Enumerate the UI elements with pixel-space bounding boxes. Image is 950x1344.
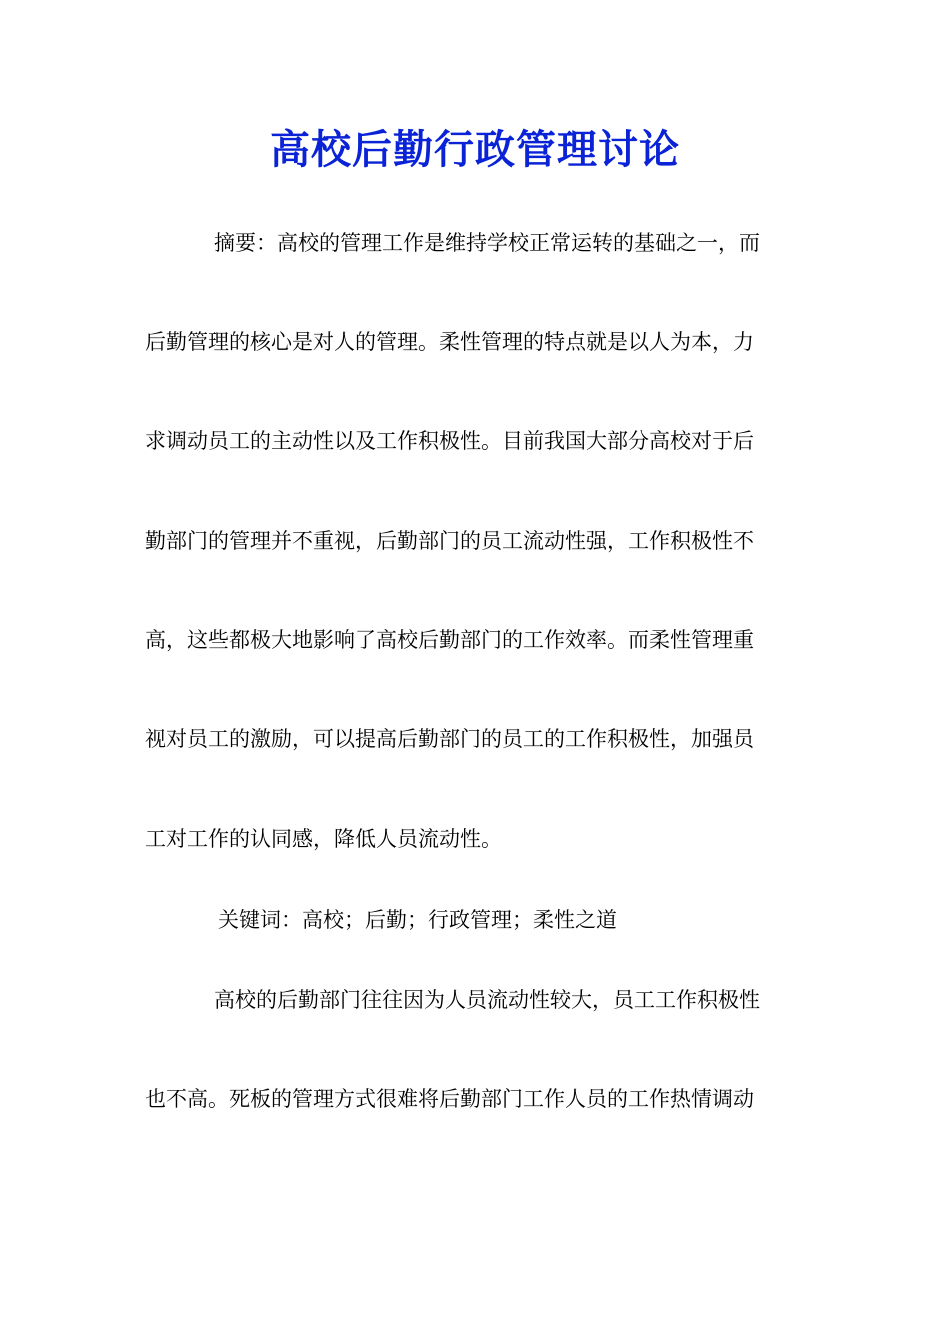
abstract-line: 视对员工的激励，可以提高后勤部门的员工的工作积极性，加强员 bbox=[145, 727, 754, 751]
abstract-line: 求调动员工的主动性以及工作积极性。目前我国大部分高校对于后 bbox=[145, 429, 754, 453]
abstract-line: 工对工作的认同感，降低人员流动性。 bbox=[145, 827, 502, 851]
abstract-line: 高，这些都极大地影响了高校后勤部门的工作效率。而柔性管理重 bbox=[145, 628, 754, 652]
document-title: 高校后勤行政管理讨论 bbox=[270, 126, 680, 173]
abstract-line: 勤部门的管理并不重视，后勤部门的员工流动性强，工作积极性不 bbox=[145, 529, 754, 553]
abstract-line: 后勤管理的核心是对人的管理。柔性管理的特点就是以人为本，力 bbox=[145, 330, 754, 354]
body-line: 也不高。死板的管理方式很难将后勤部门工作人员的工作热情调动 bbox=[145, 1087, 754, 1111]
body-line: 高校的后勤部门往往因为人员流动性较大，员工工作积极性 bbox=[214, 988, 760, 1012]
abstract-line: 摘要：高校的管理工作是维持学校正常运转的基础之一，而 bbox=[214, 231, 760, 255]
keywords-line: 关键词：高校；后勤；行政管理；柔性之道 bbox=[218, 908, 617, 932]
